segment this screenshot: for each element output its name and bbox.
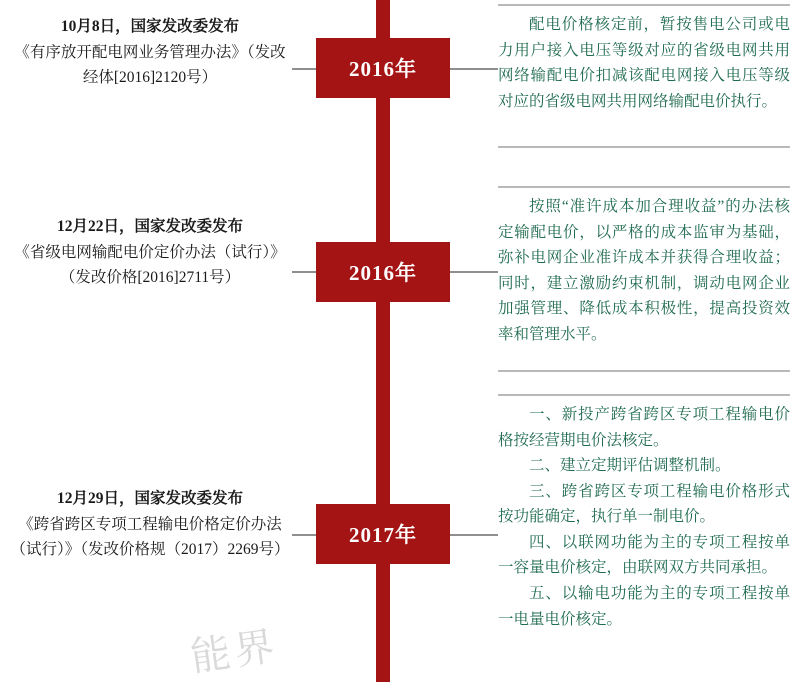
entry-3-connector-right xyxy=(450,534,498,536)
entry-2-lead: 12月22日，国家发改委发布 xyxy=(56,218,243,235)
entry-3-rule-top xyxy=(498,394,790,396)
entry-3-lead: 12月29日，国家发改委发布 xyxy=(56,490,243,507)
entry-3-paragraph-3: 三、跨省跨区专项工程输电价格形式按功能确定，执行单一制电价。 xyxy=(498,482,790,526)
entry-1-lead: 10月8日，国家发改委发布 xyxy=(60,18,240,35)
entry-3-paragraph-5: 五、以输电功能为主的专项工程按单一电量电价核定。 xyxy=(498,584,790,628)
entry-2-rule-top xyxy=(498,186,790,188)
entry-1-document: 《有序放开配电网业务管理办法》（发改经体[2016]2120号） xyxy=(14,44,286,87)
timeline-entry-1 xyxy=(0,0,800,180)
entry-2-left-text xyxy=(10,214,290,290)
entry-3-document: 《跨省跨区专项工程输电价格定价办法（试行）》（发改价格规（2017）2269号） xyxy=(10,516,290,559)
entry-2-connector-right xyxy=(450,271,498,273)
entry-2-connector-left xyxy=(292,271,316,273)
entry-3-year-badge: 2017年 xyxy=(316,504,450,564)
entry-3-paragraph-2: 二、建立定期评估调整机制。 xyxy=(529,457,731,475)
entry-1-paragraph-1: 配电价格核定前，暂按售电公司或电力用户接入电压等级对应的省级电网共用网络输配电价扣减该配电网接入电压等级对应的省级电网共用网络输配电价执行。 xyxy=(498,16,790,110)
entry-2-year-badge: 2016年 xyxy=(316,242,450,302)
entry-2-document: 《省级电网输配电价定价办法（试行）》（发改价格[2016]2711号） xyxy=(14,244,286,287)
entry-2-paragraph-1: 按照“准许成本加合理收益”的办法核定输配电价，以严格的成本监审为基础，弥补电网企业准许成本并获得合理收益；同时，建立激励约束机制，调动电网企业加强管理、降低成本积极性，提高投资效率和管理水平。 xyxy=(498,198,790,343)
entry-3-left-text xyxy=(10,486,290,562)
entry-1-right-text xyxy=(498,12,790,114)
entry-3-paragraph-1: 一、新投产跨省跨区专项工程输电价格按经营期电价法核定。 xyxy=(498,406,790,449)
entry-1-connector-right xyxy=(450,68,498,70)
entry-3-connector-left xyxy=(292,534,316,536)
entry-1-connector-left xyxy=(292,68,316,70)
entry-3-right-text xyxy=(498,402,790,632)
entry-2-right-text xyxy=(498,194,790,347)
entry-1-year-badge: 2016年 xyxy=(316,38,450,98)
watermark: 能界 xyxy=(187,623,282,680)
entry-1-rule-bottom xyxy=(498,146,790,148)
entry-1-left-text xyxy=(10,14,290,90)
entry-3-paragraph-4: 四、以联网功能为主的专项工程按单一容量电价核定，由联网双方共同承担。 xyxy=(498,533,790,577)
entry-2-rule-bottom xyxy=(498,370,790,372)
timeline-entry-2 xyxy=(0,186,800,386)
timeline-entry-3 xyxy=(0,390,800,682)
entry-1-rule-top xyxy=(498,4,790,6)
